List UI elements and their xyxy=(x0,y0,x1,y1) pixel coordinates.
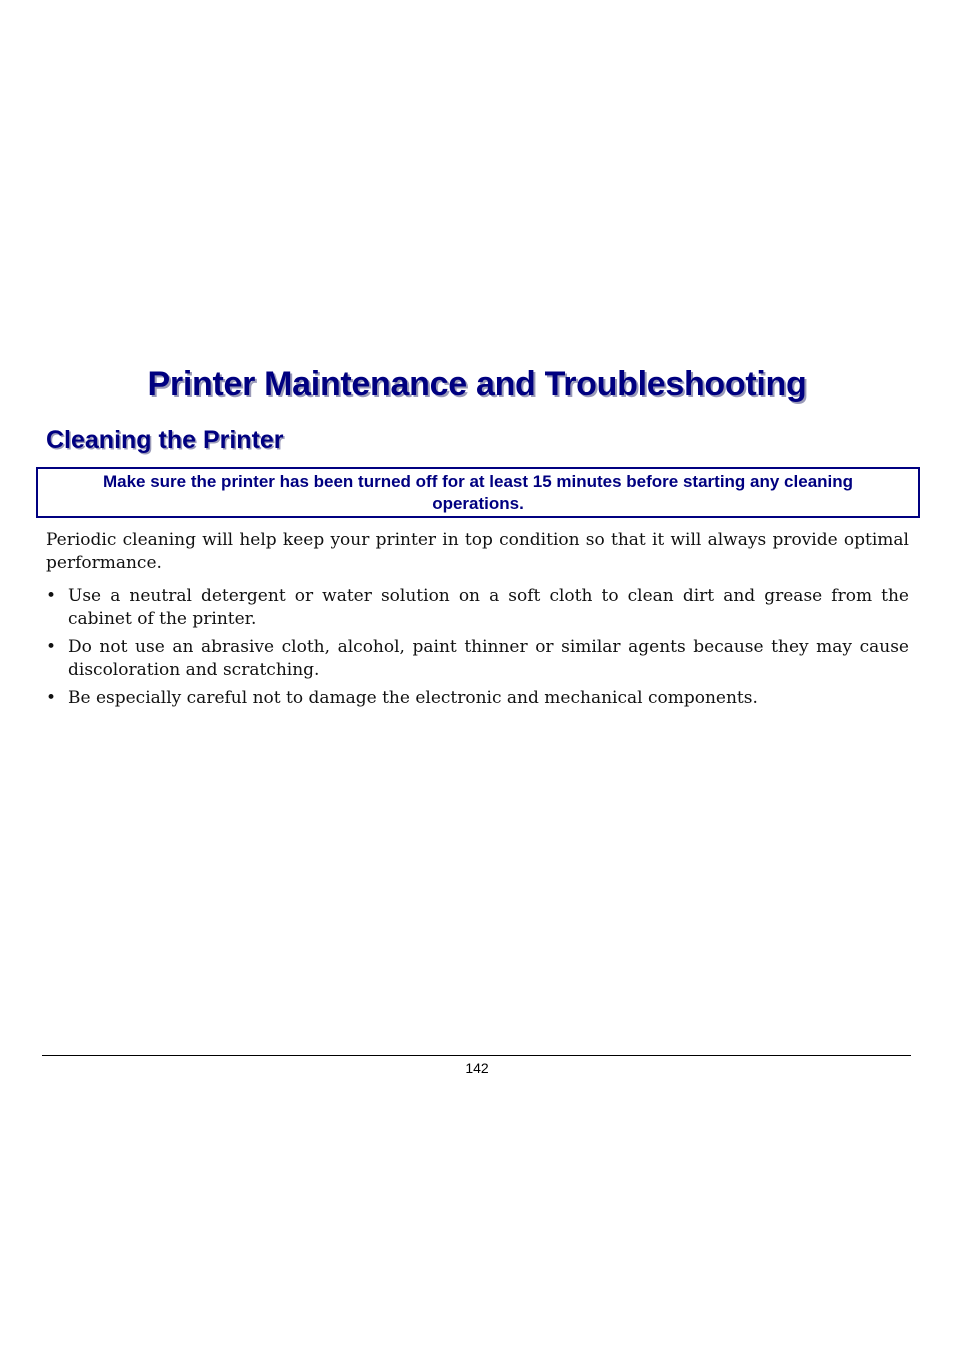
page-number: 142 xyxy=(465,1060,489,1076)
bullet-icon: • xyxy=(46,586,57,606)
chapter-title: Printer Maintenance and Troubleshooting xyxy=(147,365,807,403)
list-item xyxy=(46,687,909,710)
list-item-text: Do not use an abrasive cloth, alcohol, paint thinner or similar agents because they may cause discoloration and scratching. xyxy=(68,637,909,680)
cleaning-bullet-list xyxy=(46,585,909,715)
list-item-text: Be especially careful not to damage the electronic and mechanical components. xyxy=(68,688,758,708)
list-item-text: Use a neutral detergent or water solution on a soft cloth to clean dirt and grease from the cabinet of the printer. xyxy=(68,586,909,629)
footer-divider xyxy=(42,1055,911,1056)
list-item xyxy=(46,585,909,631)
section-title: Cleaning the Printer xyxy=(46,426,284,454)
list-item xyxy=(46,636,909,682)
bullet-icon: • xyxy=(46,637,57,657)
intro-paragraph: Periodic cleaning will help keep your printer in top condition so that it will always provide optimal performance. xyxy=(46,530,909,573)
warning-box xyxy=(36,467,920,518)
bullet-icon: • xyxy=(46,688,57,708)
warning-text: Make sure the printer has been turned off for at least 15 minutes before starting any cleaning operations. xyxy=(102,471,854,513)
